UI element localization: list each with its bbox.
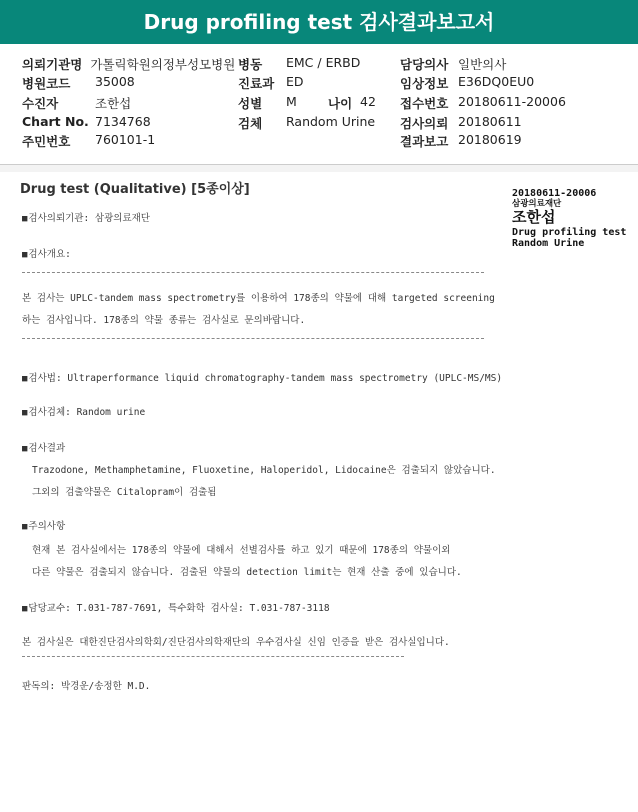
lab-label: ■ 검사의뢰기관: 삼광의료재단	[22, 210, 150, 224]
result-label: ■ 검사결과	[22, 440, 65, 454]
reader-text: 판독의: 박경운/송정한 M.D.	[22, 681, 151, 692]
caution-label: ■ 주의사항	[22, 518, 65, 532]
result-text: 그외의 검출약물은 Citalopram이 검출됨	[32, 487, 217, 498]
overview-text: 본 검사는 UPLC-tandem mass spectrometry를 이용하여 178종의 약물에 대해 targeted screening	[22, 293, 495, 304]
stamp-receipt-no: 20180611-20006	[512, 188, 597, 199]
certification-text: 본 검사실은 대한진단검사의학회/진단검사의학재단의 우수검사실 신임 인증을 받은 검사실입니다.	[22, 637, 450, 648]
info-label: 의뢰기관명	[22, 57, 83, 72]
info-value: EMC / ERBD	[286, 55, 361, 70]
info-value: 가톨릭학원의정부성모병원	[90, 57, 236, 72]
info-label: 검체	[238, 116, 263, 131]
info-label: 수진자	[22, 96, 59, 111]
info-label: Chart No.	[22, 114, 89, 129]
info-label: 나이	[328, 96, 353, 111]
info-value: ED	[286, 74, 304, 89]
info-chart-no	[22, 114, 89, 129]
info-value: 760101-1	[95, 132, 156, 147]
report-header	[0, 0, 638, 44]
overview-label: ■ 검사개요:	[22, 246, 71, 260]
info-value: E36DQ0EU0	[458, 74, 535, 89]
info-label: 검사의뢰	[400, 116, 449, 131]
caution-text: 다른 약물은 검출되지 않습니다. 검출된 약물의 detection limit는 현재 산출 중에 있습니다.	[32, 567, 462, 578]
info-requester	[22, 55, 235, 73]
divider	[22, 272, 484, 273]
info-value: 20180611	[458, 114, 522, 129]
divider	[22, 338, 484, 339]
overview-text: 하는 검사입니다. 178종의 약물 종류는 검사실로 문의바랍니다.	[22, 315, 306, 326]
info-value: 42	[360, 94, 376, 109]
info-label: 임상정보	[400, 76, 449, 91]
info-value: 35008	[95, 74, 135, 89]
stamp-test-name: Drug profiling test	[512, 226, 627, 238]
info-resident-no	[22, 132, 70, 150]
caution-text: 현재 본 검사실에서는 178종의 약물에 대해서 선별검사를 하고 있기 때문에 178종의 약물이외	[32, 545, 451, 556]
patient-info-panel	[0, 44, 638, 165]
report-document	[0, 172, 638, 812]
specimen-text: ■ 검사검체: Random urine	[22, 404, 145, 418]
info-value: 일반의사	[458, 57, 507, 72]
info-hospital-code	[22, 74, 70, 92]
info-label: 진료과	[238, 76, 275, 91]
info-label: 담당의사	[400, 57, 449, 72]
stamp-specimen: Random Urine	[512, 238, 585, 250]
info-label: 접수번호	[400, 96, 449, 111]
result-text: Trazodone, Methamphetamine, Fluoxetine, Haloperidol, Lidocaine은 검출되지 않았습니다.	[32, 465, 496, 476]
stamp-lab: 삼광의료재단	[512, 198, 562, 209]
info-value: 7134768	[95, 114, 151, 129]
info-value: Random Urine	[286, 114, 376, 129]
info-value: 20180619	[458, 132, 522, 147]
stamp-patient: 조한섭	[512, 208, 556, 227]
info-label: 병동	[238, 57, 263, 72]
contact-text: ■ 담당교수: T.031-787-7691, 특수화학 검사실: T.031-787-3118	[22, 600, 330, 614]
info-label: 성별	[238, 96, 263, 111]
specimen-label-stamp	[512, 188, 626, 250]
info-label: 주민번호	[22, 134, 71, 149]
info-value: M	[286, 94, 297, 109]
info-patient	[22, 94, 58, 112]
divider	[22, 656, 404, 657]
info-label: 병원코드	[22, 76, 71, 91]
info-label: 결과보고	[400, 134, 449, 149]
report-title: Drug profiling test 검사결과보고서	[143, 10, 495, 34]
info-value: 20180611-20006	[458, 94, 566, 109]
test-title: Drug test (Qualitative) [5종이상]	[20, 182, 250, 197]
method-text: ■ 검사법: Ultraperformance liquid chromatography-tandem mass spectrometry (UPLC-MS/MS)	[22, 370, 502, 384]
info-value: 조한섭	[95, 96, 132, 111]
